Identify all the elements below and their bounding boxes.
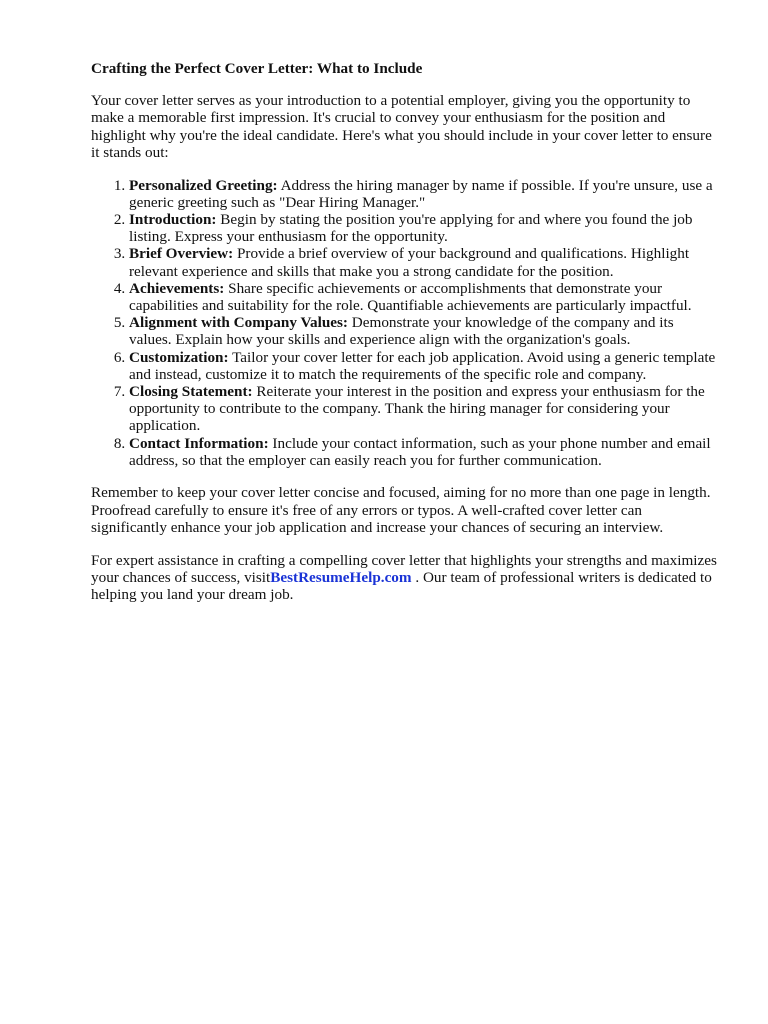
list-item-term: Customization: xyxy=(129,348,229,366)
list-item-text: Demonstrate your knowledge of the company and its values. Explain how your skills and experience align with the organization's goals. xyxy=(129,314,674,349)
list-item xyxy=(129,383,717,435)
list-item xyxy=(129,435,717,469)
closing-paragraph xyxy=(91,552,717,604)
document-page xyxy=(91,60,717,619)
list-item-text: Address the hiring manager by name if possible. If you're unsure, use a generic greeting such as "Dear Hiring Manager." xyxy=(129,176,713,211)
list-item-text: Begin by stating the position you're applying for and where you found the job listing. Express your enthusiasm for the opportunity. xyxy=(129,210,693,246)
list-item-term: Closing Statement: xyxy=(129,382,253,400)
list-item xyxy=(129,245,717,279)
closing-text-before-link: For expert assistance in crafting a compelling cover letter that highlights your strengths and maximizes your chances of success, visit xyxy=(91,551,717,586)
list-item-text: Include your contact information, such as your phone number and email address, so that the employer can easily reach you for further communication. xyxy=(129,434,711,469)
list-item-term: Personalized Greeting: xyxy=(129,176,278,194)
list-item-text: Share specific achievements or accomplishments that demonstrate your capabilities and suitability for the role. Quantifiable achievements are particularly impactful. xyxy=(129,279,692,314)
list-item-term: Contact Information: xyxy=(129,434,269,452)
list-item-text: Reiterate your interest in the position and express your enthusiasm for the opportunity to contribute to the company. Thank the hiring manager for considering your application. xyxy=(129,382,705,435)
document-title: Crafting the Perfect Cover Letter: What to Include xyxy=(91,60,423,77)
list-item xyxy=(129,349,717,383)
list-item xyxy=(129,211,717,245)
bestresumehelp-link[interactable]: BestResumeHelp.com xyxy=(270,568,412,586)
list-item-term: Alignment with Company Values: xyxy=(129,314,348,332)
list-item xyxy=(129,280,717,314)
list-item-term: Achievements: xyxy=(129,279,225,297)
remember-paragraph: Remember to keep your cover letter concise and focused, aiming for no more than one page in length. Proofread carefully to ensure it's free of any errors or typos. A well-crafted cover letter can significantly enhance your job application and increase your chances of securing an interview. xyxy=(91,484,711,536)
list-item-text: Provide a brief overview of your background and qualifications. Highlight relevant experience and skills that make you a strong candidate for the position. xyxy=(129,245,690,280)
list-item-term: Brief Overview: xyxy=(129,245,234,263)
include-list xyxy=(91,177,717,469)
list-item xyxy=(129,177,717,211)
closing-text-after-link: . Our team of professional writers is dedicated to helping you land your dream job. xyxy=(91,568,712,603)
list-item xyxy=(129,314,717,348)
intro-paragraph: Your cover letter serves as your introduction to a potential employer, giving you the opportunity to make a memorable first impression. It's crucial to convey your enthusiasm for the position and highlight why you're the ideal candidate. Here's what you should include in your cover letter to ensure it stands out: xyxy=(91,92,712,161)
list-item-term: Introduction: xyxy=(129,210,217,228)
list-item-text: Tailor your cover letter for each job application. Avoid using a generic template and instead, customize it to match the requirements of the specific role and company. xyxy=(129,348,716,383)
